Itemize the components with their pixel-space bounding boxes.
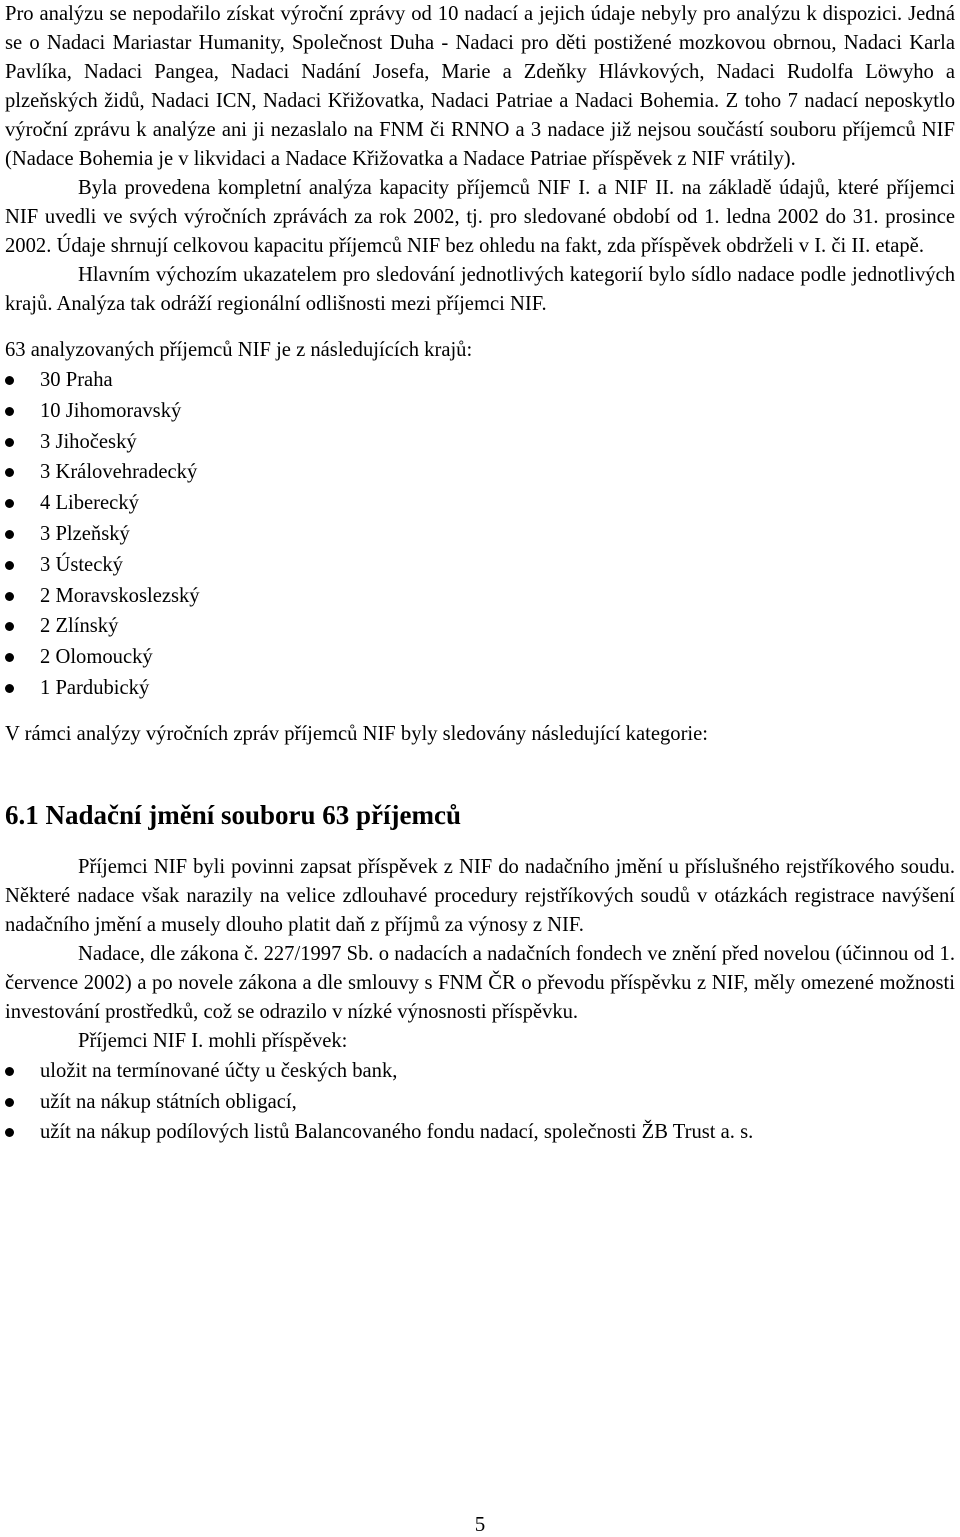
section-paragraph-1: Příjemci NIF byli povinni zapsat příspěvek z NIF do nadačního jmění u příslušného rejstříkového soudu. Některé nadace však narazily na velice zdlouhavé procedury rejstříkových soudů v otázkách registrace navýšení nadačního jmění a musely dlouho platit daň z příjmů za výnosy z NIF. — [5, 855, 955, 936]
list-item — [5, 550, 955, 581]
intro-paragraph-3: Hlavním výchozím ukazatelem pro sledování jednotlivých kategorií bylo sídlo nadace podle jednotlivých krajů. Analýza tak odráží regionální odlišnosti mezi příjemci NIF. — [5, 264, 955, 315]
region-label: 3 Jihočeský — [40, 430, 137, 453]
bullet-icon — [5, 684, 14, 693]
list-item — [5, 581, 955, 612]
use-label: užít na nákup státních obligací, — [40, 1090, 297, 1113]
bullet-icon — [5, 530, 14, 539]
region-label: 30 Praha — [40, 369, 113, 391]
intro-paragraph-2: Byla provedena kompletní analýza kapacity příjemců NIF I. a NIF II. na základě údajů, které příjemci NIF uvedli ve svých výročních zprávách za rok 2002, tj. pro sledované období od 1. ledna 2002 do 31. prosince 2002. Údaje shrnují celkovou kapacitu příjemců NIF bez ohledu na fakt, zda příspěvek obdrželi v I. či II. etapě. — [5, 177, 955, 257]
bullet-icon — [5, 499, 14, 508]
list-item — [5, 673, 955, 704]
region-label: 1 Pardubický — [40, 676, 150, 699]
bullet-icon — [5, 376, 14, 385]
bullet-icon — [5, 592, 14, 601]
region-label: 3 Plzeňský — [40, 522, 130, 545]
bullet-icon — [5, 407, 14, 416]
region-label: 4 Liberecký — [40, 492, 139, 515]
categories-lead: V rámci analýzy výročních zpráv příjemců NIF byly sledovány následující kategorie: — [5, 722, 709, 745]
document-page — [5, 0, 955, 1148]
list-item — [5, 1117, 955, 1148]
list-item — [5, 396, 955, 427]
bullet-icon — [5, 1067, 14, 1076]
bullet-icon — [5, 561, 14, 570]
bullet-icon — [5, 438, 14, 447]
list-item — [5, 611, 955, 642]
region-label: 10 Jihomoravský — [40, 399, 182, 422]
list-item — [5, 488, 955, 519]
list-item — [5, 1087, 955, 1118]
use-label: užít na nákup podílových listů Balancovaného fondu nadací, společnosti ŽB Trust a. s. — [40, 1121, 754, 1144]
region-label: 2 Olomoucký — [40, 646, 153, 669]
intro-paragraph-1: Pro analýzu se nepodařilo získat výroční zprávy od 10 nadací a jejich údaje nebyly pro analýzu k dispozici. Jedná se o Nadaci Mariastar Humanity, Společnost Duha - Nadaci pro děti postižené mozkovou obrnou, Nadaci Karla Pavlíka, Nadaci Pangea, Nadaci Nadání Josefa, Marie a Zdeňky Hlávkových, Nadaci Rudolfa Löwyho a plzeňských židů, Nadaci ICN, Nadaci Křižovatka, Nadaci Patriae a Nadaci Bohemia. Z toho 7 nadací neposkytlo výroční zprávu k analýze ani ji nezaslalo na FNM či RNNO a 3 nadace již nejsou součástí souboru příjemců NIF (Nadace Bohemia je v likvidaci a Nadace Křižovatka a Nadace Patriae příspěvek z NIF vrátily). — [5, 3, 955, 170]
bullet-icon — [5, 1098, 14, 1107]
region-label: 2 Moravskoslezský — [40, 584, 200, 607]
regions-lead: 63 analyzovaných příjemců NIF je z následujících krajů: — [5, 339, 473, 361]
list-item — [5, 427, 955, 458]
list-item — [5, 1056, 955, 1087]
bullet-icon — [5, 622, 14, 631]
list-item — [5, 519, 955, 550]
list-item — [5, 365, 955, 396]
list-item — [5, 642, 955, 673]
region-label: 3 Královehradecký — [40, 461, 198, 484]
bullet-icon — [5, 1128, 14, 1137]
bullet-icon — [5, 468, 14, 477]
section-heading: 6.1 Nadační jmění souboru 63 příjemců — [5, 799, 462, 830]
section-paragraph-2: Nadace, dle zákona č. 227/1997 Sb. o nadacích a nadačních fondech ve znění před novelou (účinnou od 1. července 2002) a po novele zákona a dle smlouvy s FNM ČR o převodu příspěvku z NIF, měly omezené možnosti investování prostředků, což se odrazilo v nízké výnosnosti příspěvku. — [5, 942, 955, 1023]
list-item — [5, 457, 955, 488]
use-label: uložit na termínované účty u českých bank, — [40, 1059, 398, 1082]
uses-list — [5, 1056, 955, 1148]
regions-list — [5, 365, 955, 704]
page-number: 5 — [474, 1512, 486, 1536]
region-label: 2 Zlínský — [40, 615, 119, 638]
region-label: 3 Ústecký — [40, 553, 123, 576]
bullet-icon — [5, 653, 14, 662]
section-paragraph-3: Příjemci NIF I. mohli příspěvek: — [78, 1029, 348, 1052]
